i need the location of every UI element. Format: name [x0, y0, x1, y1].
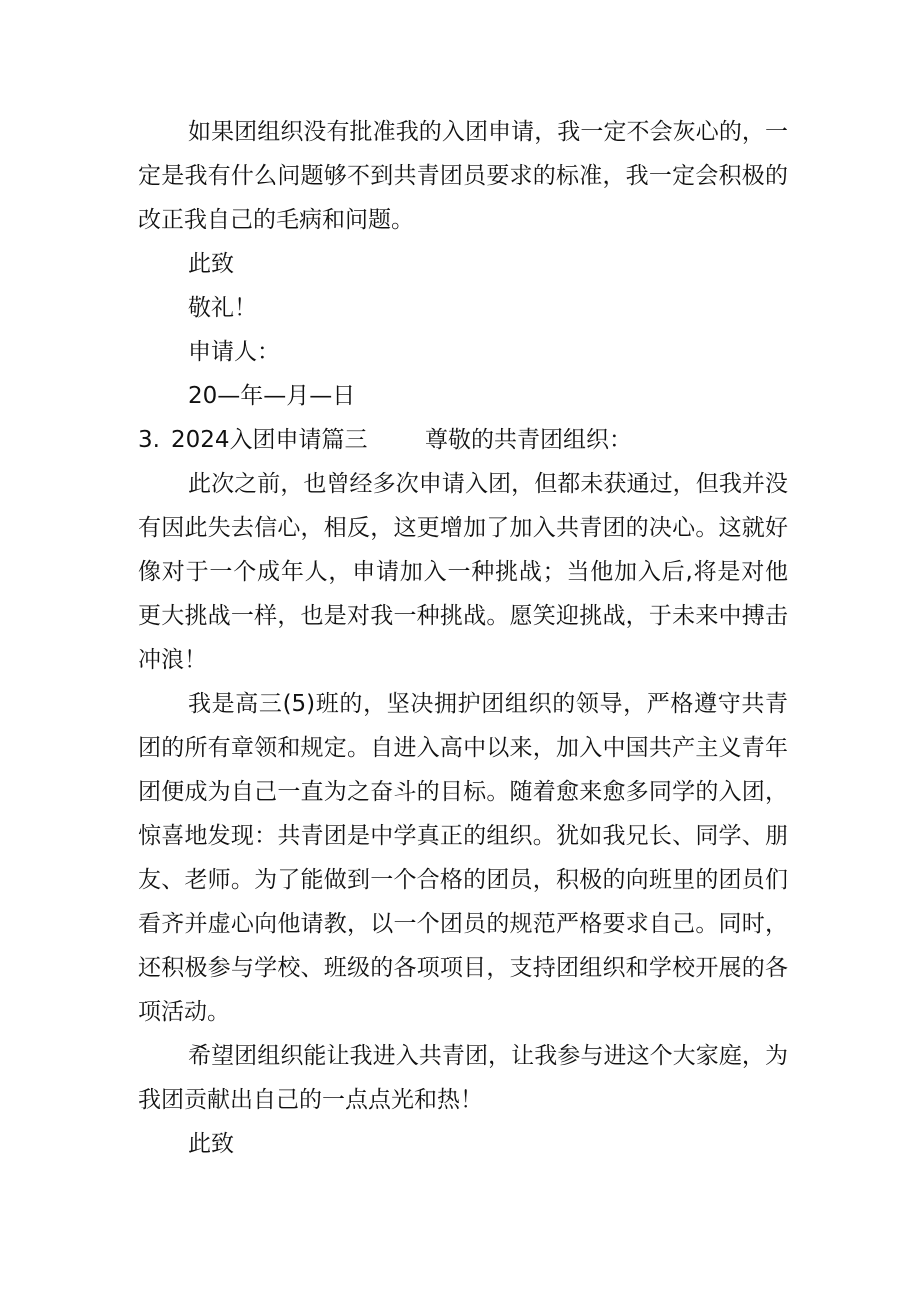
- applicant-label: 申请人：: [188, 339, 280, 365]
- paragraph-line: 此次之前，也曾经多次申请入团，但都未获通过，但我并没: [188, 471, 788, 497]
- closing-regards: 敬礼！: [188, 295, 257, 321]
- paragraph-line: 更大挑战一样，也是对我一种挑战。愿笑迎挑战，于未来中搏击: [138, 603, 788, 629]
- paragraph-line: 友、老师。为了能做到一个合格的团员，积极的向班里的团员们: [138, 867, 788, 893]
- paragraph-line: 希望团组织能让我进入共青团，让我参与进这个大家庭，为: [188, 1043, 788, 1069]
- paragraph-line: 我团贡献出自己的一点点光和热！: [138, 1087, 483, 1113]
- paragraph-line: 定是我有什么问题够不到共青团员要求的标准，我一定会积极的: [138, 163, 788, 189]
- closing-text: 此致: [188, 251, 234, 277]
- paragraph-line: 像对于一个成年人，申请加入一种挑战；当他加入后,将是对他: [138, 559, 788, 585]
- section-number: 3.: [138, 427, 160, 453]
- paragraph-line: 项活动。: [138, 999, 230, 1025]
- section-title: 2024入团申请篇三: [171, 427, 368, 453]
- paragraph-line: 团的所有章领和规定。自进入高中以来，加入中国共产主义青年: [138, 735, 788, 761]
- paragraph-line: 还积极参与学校、班级的各项项目，支持团组织和学校开展的各: [138, 955, 788, 981]
- salutation: 尊敬的共青团组织：: [425, 427, 632, 453]
- date-line: 20—年—月—日: [188, 383, 356, 409]
- paragraph-line: 团便成为自己一直为之奋斗的目标。随着愈来愈多同学的入团，: [138, 779, 788, 805]
- closing-text: 此致: [188, 1131, 234, 1157]
- paragraph-line: 看齐并虚心向他请教，以一个团员的规范严格要求自己。同时，: [138, 911, 788, 937]
- paragraph-line: 惊喜地发现：共青团是中学真正的组织。犹如我兄长、同学、朋: [138, 823, 788, 849]
- section-heading: [138, 424, 788, 456]
- paragraph-line: 有因此失去信心，相反，这更增加了加入共青团的决心。这就好: [138, 515, 788, 541]
- paragraph-line: 改正我自己的毛病和问题。: [138, 207, 414, 233]
- paragraph-line: 如果团组织没有批准我的入团申请，我一定不会灰心的，一: [188, 119, 788, 145]
- paragraph-line: 我是高三(5)班的，坚决拥护团组织的领导，严格遵守共青: [188, 691, 788, 717]
- paragraph-line: 冲浪！: [138, 647, 207, 673]
